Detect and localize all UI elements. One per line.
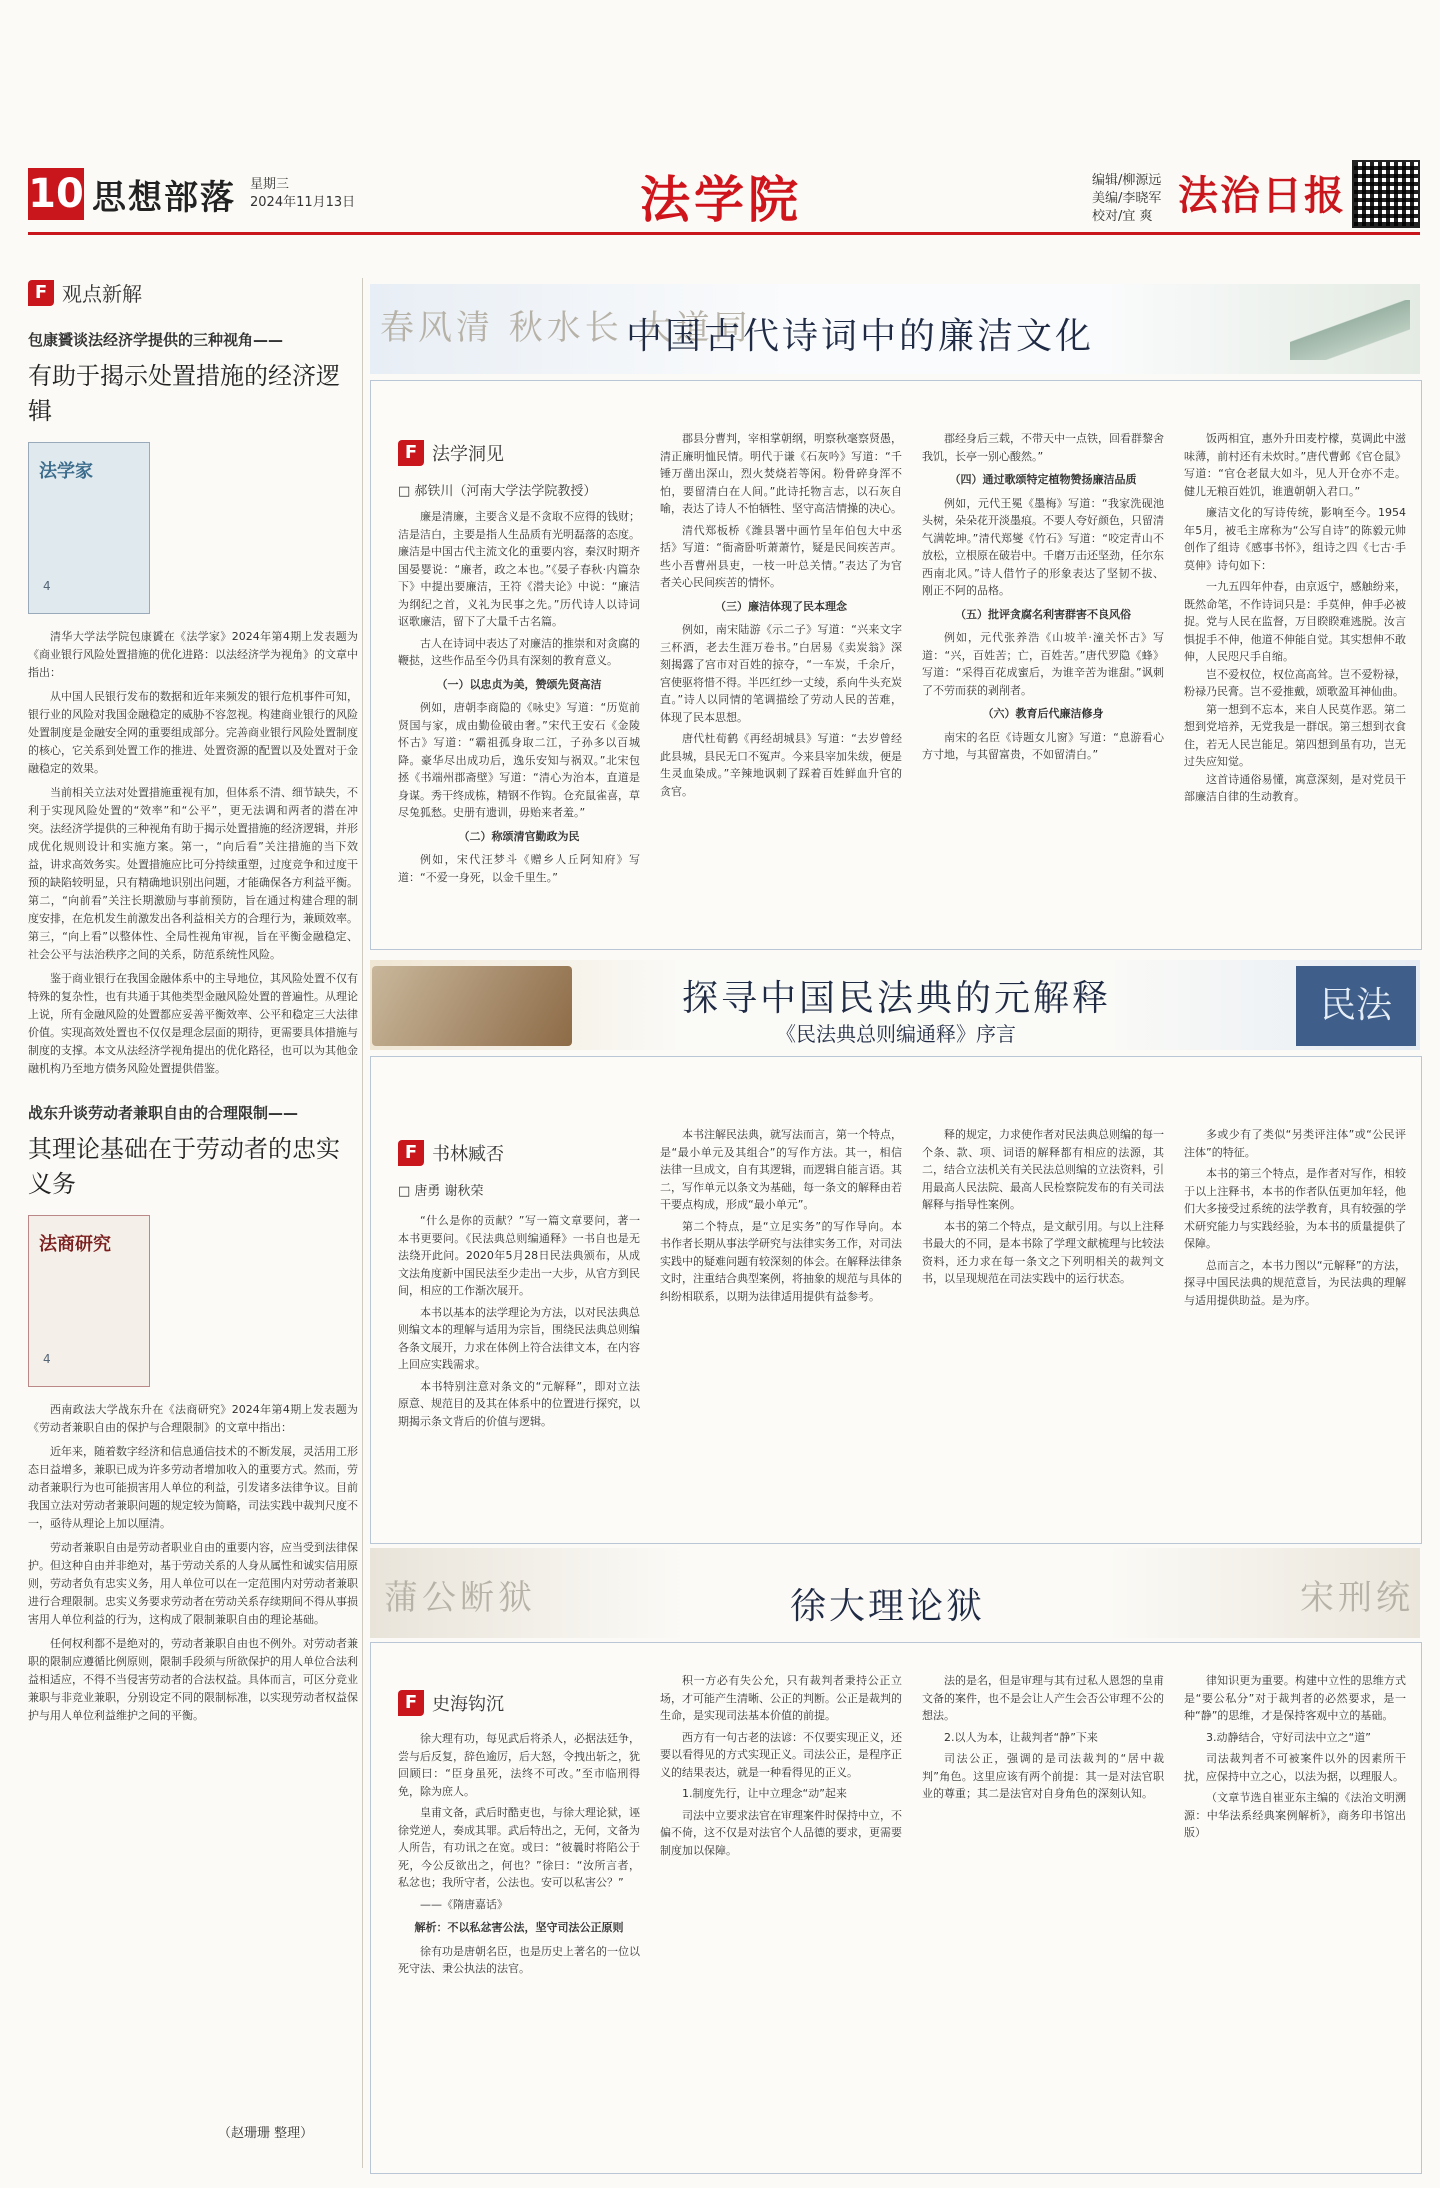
author-byline: □ 郝铁川（河南大学法学院教授） xyxy=(398,484,597,499)
paragraph: 例如，元代张养浩《山坡羊·潼关怀古》写道：“兴，百姓苦；亡，百姓苦。”唐代罗隐《蜂》写道：“采得百花成蜜后，为谁辛苦为谁甜。”讽刺了不劳而获的剥削者。 xyxy=(922,631,1164,697)
paragraph: 3.动静结合，守好司法中立之“道” xyxy=(1206,1730,1371,1744)
newspaper-logo: 法治日报 xyxy=(1178,172,1346,219)
paragraph: （文章节选自崔亚东主编的《法治文明溯源：中华法系经典案例解析》，商务印书馆出版） xyxy=(1184,1791,1406,1839)
mountain-illustration xyxy=(1290,300,1410,360)
left-column xyxy=(28,278,358,1731)
column-tag-icon: F xyxy=(398,440,424,466)
paragraph: 唐代杜荀鹤《再经胡城县》写道：“去岁曾经此县城，县民无口不冤声。今来县宰加朱绂，便是生灵血染成。”辛辣地讽刺了踩着百姓鲜血升官的贪官。 xyxy=(660,732,902,798)
section-heading: （二）称颂清官勤政为民 xyxy=(458,829,580,843)
text-column xyxy=(660,430,902,804)
page-number: 10 xyxy=(28,168,84,220)
feature-title: 中国古代诗词中的廉洁文化 xyxy=(626,316,1095,357)
paragraph: 司法中立要求法官在审理案件时保持中立，不偏不倚，这不仅是对法官个人品德的要求，更需要制度加以保障。 xyxy=(660,1808,902,1857)
paragraph: 司法裁判者不可被案件以外的因素所干扰，应保持中立之心，以法为据，以理服人。 xyxy=(1184,1752,1406,1783)
paragraph: 总而言之，本书力图以“元解释”的方法，探寻中国民法典的规范意旨，为民法典的理解与适用提供助益。是为序。 xyxy=(1184,1258,1406,1307)
article-subtitle: 战东升谈劳动者兼职自由的合理限制—— xyxy=(28,1104,299,1122)
paragraph: 本书注解民法典，就写法而言，第一个特点，是“最小单元及其组合”的写作方法。其一，相信法律一旦成文，自有其逻辑，而逻辑自能言语。其二，写作单元以条文为基础，每一条文的解释由若干要点构成，形成“最小单元”。 xyxy=(660,1128,902,1211)
weekday: 星期三 xyxy=(250,177,290,192)
editor-line: 美编/李晓军 xyxy=(1092,191,1162,206)
paragraph: 西方有一句古老的法谚：不仅要实现正义，还要以看得见的方式实现正义。司法公正，是程序正义的结果表达，就是一种看得见的正义。 xyxy=(660,1730,902,1779)
feature-title: 徐大理论狱 xyxy=(790,1586,986,1627)
channel-title: 法学院 xyxy=(640,171,802,229)
text-column xyxy=(398,1212,640,1434)
section-heading: （三）廉洁体现了民本理念 xyxy=(715,599,847,613)
text-column xyxy=(922,1672,1164,1807)
section-heading: （四）通过歌颂特定植物赞扬廉洁品质 xyxy=(949,473,1137,486)
author-byline: □ 唐勇 谢秋荣 xyxy=(398,1184,484,1199)
paragraph: 例如，南宋陆游《示二子》写道：“兴来文字三杯酒，老去生涯万卷书。”白居易《卖炭翁》深刻揭露了宫市对百姓的掠夺，“一车炭，千余斤，宫使驱将惜不得。半匹红纱一丈绫，系向牛头充炭直。”诗人以同情的笔调描绘了劳动人民的苦难，体现了民本思想。 xyxy=(660,623,902,724)
paragraph: 西南政法大学战东升在《法商研究》2024年第4期上发表题为《劳动者兼职自由的保护与合理限制》的文章中指出： xyxy=(28,1403,358,1434)
banner-calligraphy: 春风清 秋水长 大道同 xyxy=(380,308,752,348)
column-tag xyxy=(28,278,358,307)
paragraph: 古人在诗词中表达了对廉洁的推崇和对贪腐的鞭挞，这些作品至今仍具有深刻的教育意义。 xyxy=(398,636,640,667)
paragraph: 饭两相宜，惠外升田麦柠檬，莫调此中滋味薄，前村还有未炊时。”唐代曹邺《官仓鼠》写道：“官仓老鼠大如斗，见人开仓亦不走。健儿无粮百姓饥，谁遣朝朝入君口。” xyxy=(1184,432,1406,498)
column-tag-label: 法学洞见 xyxy=(432,444,504,465)
section-name: 思想部落 xyxy=(92,178,236,218)
column-tag-icon: F xyxy=(28,280,54,306)
paragraph: 郡县分曹判，宰相掌朝纲，明察秋毫察贤愚，清正廉明恤民情。明代于谦《石灰吟》写道：“千锤万凿出深山，烈火焚烧若等闲。粉骨碎身浑不怕，要留清白在人间。”此诗托物言志，以石灰自喻，表达了诗人不怕牺牲、坚守高洁情操的决心。 xyxy=(660,432,902,515)
section-heading: （五）批评贪腐名利害群害不良风俗 xyxy=(955,607,1131,621)
text-column xyxy=(1184,1126,1406,1313)
paragraph: 皇甫文备，武后时酷吏也，与徐大理论狱，诬徐党逆人，奏成其罪。武后特出之，无何，文备为人所告，有功讯之在宽。或曰：“彼曩时将陷公于死，今公反欲出之，何也？”徐曰：“汝所言者，私忿也；我所守者，公法也。安可以私害公？” xyxy=(398,1806,640,1889)
banner-calligraphy: 蒲公断狱 xyxy=(384,1578,536,1618)
section-heading: （一）以忠贞为美，赞颂先贤高洁 xyxy=(436,677,602,691)
paragraph: “什么是你的贡献？”写一篇文章要问，著一本书更要问。《民法典总则编通释》一书自也是无法绕开此问。2020年5月28日民法典颁布，从成文法角度新中国民法至少走出一大步，从官方到民间，相应的工作渐次展开。 xyxy=(398,1214,640,1297)
paragraph: 任何权利都不是绝对的，劳动者兼职自由也不例外。对劳动者兼职的限制应遵循比例原则，限制手段须与所欲保护的用人单位合法利益相适应，不得不当侵害劳动者的合法权益。具体而言，可区分竞业兼职与非竞业兼职，分别设定不同的限制标准，以实现劳动者权益保护与用人单位利益维护之间的平衡。 xyxy=(28,1637,358,1722)
paragraph: 劳动者兼职自由是劳动者职业自由的重要内容，应当受到法律保护。但这种自由并非绝对，基于劳动关系的人身从属性和诚实信用原则，劳动者负有忠实义务，用人单位可以在一定范围内对劳动者兼职进行合理限制。忠实义务要求劳动者在劳动关系存续期间不得从事损害用人单位利益的行为，这构成了限制兼职自由的理论基础。 xyxy=(28,1541,358,1626)
column-tag xyxy=(398,440,504,466)
column-tag-label: 观点新解 xyxy=(62,282,142,306)
compiler-credit: （赵珊珊 整理） xyxy=(218,2126,314,2141)
text-column xyxy=(922,430,1164,768)
qr-code-icon[interactable] xyxy=(1352,160,1420,228)
text-column xyxy=(1184,1672,1406,1846)
article-headline: 其理论基础在于劳动者的忠实义务 xyxy=(28,1135,340,1198)
date: 2024年11月13日 xyxy=(250,195,356,210)
journal-cover-title: 法学家 xyxy=(39,461,93,482)
paragraph: 例如，唐朝李商隐的《咏史》写道：“历览前贤国与家，成由勤俭破由奢。”宋代王安石《金陵怀古》写道：“霸祖孤身取二江，子孙多以百城降。豪华尽出成功后，逸乐安知与祸双。”北宋包拯《书端州郡斋壁》写道：“清心为治本，直道是身谋。秀干终成栋，精钢不作钩。仓充鼠雀喜，草尽兔狐愁。史册有遗训，毋贻来者羞。” xyxy=(398,701,640,819)
paragraph: 清华大学法学院包康贇在《法学家》2024年第4期上发表题为《商业银行风险处置措施的优化进路：以法经济学为视角》的文章中指出： xyxy=(28,630,358,679)
paragraph: 廉洁文化的写诗传统，影响至今。1954年5月，被毛主席称为“公写自诗”的陈毅元帅创作了组诗《感事书怀》，组诗之四《七古·手莫伸》诗句如下： xyxy=(1184,506,1406,572)
book-illustration xyxy=(372,966,572,1046)
paragraph: 近年来，随着数字经济和信息通信技术的不断发展，灵活用工形态日益增多，兼职已成为许多劳动者增加收入的重要方式。然而，劳动者兼职行为也可能损害用人单位的利益，引发诸多法律争议。目前我国立法对劳动者兼职问题的规定较为简略，司法实践中裁判尺度不一，亟待从理论上加以厘清。 xyxy=(28,1445,358,1530)
paragraph: 本书以基本的法学理论为方法，以对民法典总则编文本的理解与适用为宗旨，围绕民法典总则编各条文展开，力求在体例上符合法律文本，在内容上回应实践需求。 xyxy=(398,1305,640,1371)
paragraph: 释的规定，力求使作者对民法典总则编的每一个条、款、项、词语的解释都有相应的法源，其二，结合立法机关有关民法总则编的立法资料，引用最高人民法院、最高人民检察院发布的有关司法解释与指导性案例。 xyxy=(922,1128,1164,1211)
column-tag-icon: F xyxy=(398,1140,424,1166)
masthead-divider xyxy=(28,232,1420,235)
column-divider xyxy=(362,278,363,2168)
paragraph: 岂不爱权位，权位高高耸。岂不爱粉禄，粉禄乃民膏。岂不爱推戴，颂歌盈耳神仙曲。 xyxy=(1184,667,1406,698)
paragraph: 郡经身后三载，不带天中一点铁，回看群黎舍我饥，长亭一别心酸然。” xyxy=(922,432,1164,463)
journal-cover-title: 法商研究 xyxy=(39,1234,111,1255)
paragraph: 这首诗通俗易懂，寓意深刻，是对党员干部廉洁自律的生动教育。 xyxy=(1184,772,1406,803)
column-tag xyxy=(398,1690,504,1716)
text-column xyxy=(1184,430,1406,810)
banner-calligraphy: 宋刑统 xyxy=(1300,1578,1414,1618)
paragraph: 例如，元代王冕《墨梅》写道：“我家洗砚池头树，朵朵花开淡墨痕。不要人夸好颜色，只留清气满乾坤。”清代郑燮《竹石》写道：“咬定青山不放松，立根原在破岩中。千磨万击还坚劲，任尔东西南北风。”诗人借竹子的形象表达了坚韧不拔、刚正不阿的品格。 xyxy=(922,496,1164,597)
paragraph: 徐大理有功，每见武后将杀人，必据法廷争，尝与后反复，辞色逾厉，后大怒，令拽出斩之，犹回顾曰：“臣身虽死，法终不可改。”至市临刑得免，除为庶人。 xyxy=(398,1732,640,1798)
paragraph: 积一方必有失公允，只有裁判者秉持公正立场，才可能产生清晰、公正的判断。公正是裁判的生命，是实现司法基本价值的前提。 xyxy=(660,1674,902,1722)
paragraph: 廉是清廉，主要含义是不贪取不应得的钱财；洁是洁白，主要是指人生品质有光明磊落的态度。廉洁是中国古代主流文化的重要内容，秦汉时期齐国晏婴说：“廉者，政之本也。”《晏子春秋·内篇杂下》中提出要廉洁，王符《潜夫论》中说：“廉洁为纲纪之首，义礼为民事之先。”历代诗人以诗词讴歌廉洁，留下了大量千古名篇。 xyxy=(398,510,640,628)
text-column xyxy=(660,1672,902,1863)
paragraph: 一九五四年仲春，由京返宁，感触纷来，既然命笔，不作诗词只是：手莫伸，伸手必被捉。党与人民在监督，万目睽睽难逃脱。汝言惧捉手不伸，他道不伸能自觉。其实想伸不敢伸，人民咫尺手自缩。 xyxy=(1184,580,1406,663)
journal-issue: 4 xyxy=(43,1352,51,1366)
text-column xyxy=(398,508,640,890)
column-tag xyxy=(398,1140,504,1166)
paragraph: 当前相关立法对处置措施重视有加，但体系不清、细节缺失，不利于实现风险处置的“效率”和“公平”，更无法调和两者的潜在冲突。法经济学提供的三种视角有助于揭示处置措施的经济逻辑，并形成优化规则设计和实施方案。第一，“向后看”关注措施的当下效益，讲求高效务实。处置措施应比可分持续重塑，过度竞争和过度干预的缺陷较明显，只有精确地识别出问题，才能确保各方利益平衡。第二，“向前看”关注长期激励与事前预防，旨在通过构建合理的制度安排，在危机发生前激发出各利益相关方的合理行为，兼顾效率。第三，“向上看”以整体性、全局性视角审视，旨在平衡金融稳定、社会公平与法治秩序之间的关系，防范系统性风险。 xyxy=(28,786,358,961)
paragraph: 第二个特点，是“立足实务”的写作导向。本书作者长期从事法学研究与法律实务工作，对司法实践中的疑难问题有较深刻的体会。在解释法律条文时，注重结合典型案例，将抽象的规范与具体的纠纷相联系，以期为法律适用提供有益参考。 xyxy=(660,1219,902,1303)
paragraph: 2.以人为本，让裁判者“静”下来 xyxy=(944,1730,1098,1744)
paragraph: ——《隋唐嘉话》 xyxy=(420,1897,508,1911)
section-heading: 解析：不以私忿害公法，坚守司法公正原则 xyxy=(414,1921,624,1934)
journal-cover-image xyxy=(28,1215,150,1387)
editor-line: 校对/宜 爽 xyxy=(1092,209,1153,224)
paragraph: 本书的第二个特点，是文献引用。与以上注释书最大的不同，是本书除了学理文献梳理与比较法资料，还力求在每一条文之下列明相关的裁判文书，以呈现规范在司法实践中的运行状态。 xyxy=(922,1219,1164,1285)
paragraph: 鉴于商业银行在我国金融体系中的主导地位，其风险处置不仅有特殊的复杂性，也有共通于其他类型金融风险处置的普遍性。从理论上说，所有金融风险的处置都应妥善平衡效率、公平和稳定三大法律价值。实现高效处置也不仅仅是理念层面的期待，更需要具体措施与制度的支撑。本文从法经济学视角提出的优化路径，也可以为其他金融机构乃至地方债务风险处置提供借鉴。 xyxy=(28,972,358,1075)
book-spine-image: 民法 xyxy=(1296,966,1416,1046)
journal-cover-image xyxy=(28,442,150,614)
paragraph: 司法公正，强调的是司法裁判的“居中裁判”角色。这里应该有两个前提：其一是对法官职业的尊重；其二是法官对自身角色的深刻认知。 xyxy=(922,1752,1164,1800)
article-headline: 有助于揭示处置措施的经济逻辑 xyxy=(28,362,340,425)
paragraph: 从中国人民银行发布的数据和近年来频发的银行危机事件可知，银行业的风险对我国金融稳定的威胁不容忽视。构建商业银行的风险处置制度是金融安全网的重要组成部分。完善商业银行风险处置制度的核心，它关系到处置工作的推进、处置资源的配置以及处置对于金融稳定的效果。 xyxy=(28,690,358,775)
article-subtitle: 包康贇谈法经济学提供的三种视角—— xyxy=(28,331,284,349)
column-tag-label: 史海钩沉 xyxy=(432,1694,504,1715)
paragraph: 例如，宋代汪梦斗《赠乡人丘阿知府》写道：“不爱一身死，以金千里生。” xyxy=(398,853,640,884)
column-tag-label: 书林臧否 xyxy=(432,1144,504,1165)
paragraph: 法的是名，但是审理与其有过私人恩怨的皇甫文备的案件，也不是会让人产生会否公审理不公的想法。 xyxy=(922,1674,1164,1722)
paragraph: 清代郑板桥《潍县署中画竹呈年伯包大中丞括》写道：“衙斋卧听萧萧竹，疑是民间疾苦声。些小吾曹州县吏，一枝一叶总关情。”表达了为官者关心民间疾苦的情怀。 xyxy=(660,523,902,589)
paragraph: 多或少有了类似“另类评注体”或“公民评注体”的特征。 xyxy=(1184,1128,1406,1159)
feature-subtitle: 《民法典总则编通释》序言 xyxy=(776,1022,1016,1046)
paragraph: 本书的第三个特点，是作者对写作，相较于以上注释书，本书的作者队伍更加年轻，他们大多接受过系统的法学教育，具有较强的学术研究能力与实践经验，为本书的质量提供了保障。 xyxy=(1184,1167,1406,1250)
journal-issue: 4 xyxy=(43,579,51,593)
issue-date xyxy=(250,176,355,212)
editor-credits xyxy=(1092,172,1161,226)
column-tag-icon: F xyxy=(398,1690,424,1716)
section-heading: （六）教育后代廉洁修身 xyxy=(982,707,1104,720)
paragraph: 第一想到不忘本，来自人民莫作恶。第二想到党培养，无党我是一群氓。第三想到衣食住，若无人民岂能足。第四想到虽有功，岂无过失应知觉。 xyxy=(1184,702,1406,768)
paragraph: 南宋的名臣《诗题女儿窗》写道：“息游看心方寸地，与其留富贵，不如留清白。” xyxy=(922,730,1164,761)
paragraph: 律知识更为重要。构建中立性的思维方式是“要公私分”对于裁判者的必然要求，是一种“静”的思维，才是保持客观中立的基础。 xyxy=(1184,1674,1406,1722)
text-column xyxy=(398,1730,640,1982)
editor-line: 编辑/柳源远 xyxy=(1092,173,1162,188)
feature-title: 探寻中国民法典的元解释 xyxy=(682,978,1112,1019)
text-column xyxy=(922,1126,1164,1292)
paragraph: 本书特别注意对条文的“元解释”，即对立法原意、规范目的及其在体系中的位置进行探究，以期揭示条文背后的价值与逻辑。 xyxy=(398,1379,640,1428)
paragraph: 徐有功是唐朝名臣，也是历史上著名的一位以死守法、秉公执法的法官。 xyxy=(398,1944,640,1975)
text-column xyxy=(660,1126,902,1309)
paragraph: 1.制度先行，让中立理念“动”起来 xyxy=(682,1787,847,1800)
